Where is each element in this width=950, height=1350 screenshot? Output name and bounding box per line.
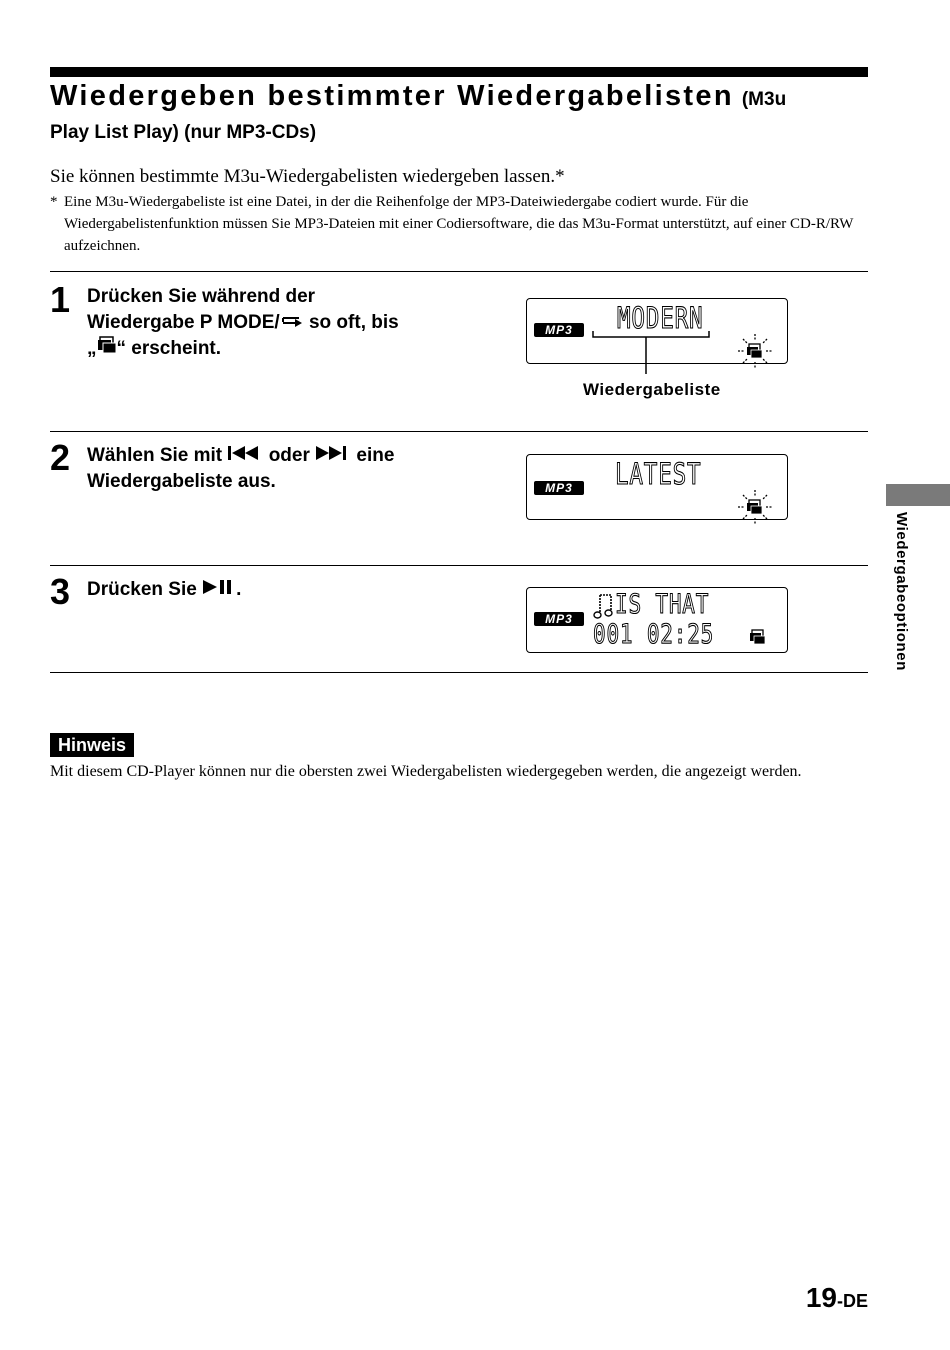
- step-instruction: [87, 284, 467, 362]
- note-text: Mit diesem CD-Player können nur die obersten zwei Wiedergabelisten wiedergegeben werden, die angezeigt werden.: [50, 763, 802, 780]
- lcd-display: [526, 454, 788, 520]
- section-tab: [886, 484, 950, 506]
- mp3-badge: MP3: [534, 612, 584, 626]
- intro-text: Sie können bestimmte M3u-Wiedergabelisten wiedergeben lassen.*: [50, 166, 565, 187]
- divider: [50, 672, 868, 673]
- lcd-text: 001 02:25: [593, 619, 715, 650]
- step-number: 3: [50, 571, 71, 612]
- lcd-display: [526, 298, 788, 364]
- mp3-badge: MP3: [534, 323, 584, 337]
- divider: [50, 431, 868, 432]
- step-line: Wiedergabe P MODE/ so oft, bis: [87, 310, 467, 336]
- step-line: „ “ erscheint.: [87, 336, 467, 362]
- next-track-icon: [315, 443, 351, 469]
- display-caption: Wiedergabeliste: [583, 380, 721, 399]
- footnote-mark: *: [50, 194, 58, 210]
- step-number: 1: [50, 279, 71, 320]
- step-line: Wiedergabeliste aus.: [87, 471, 276, 493]
- playlist-icon: [737, 333, 773, 374]
- divider: [50, 271, 868, 272]
- section-label: Wiedergabeoptionen: [893, 512, 910, 672]
- lcd-display: [526, 587, 788, 653]
- play-pause-icon: [202, 577, 236, 603]
- footnote: [50, 191, 865, 257]
- caption-bracket: [591, 329, 711, 379]
- step-instruction: [87, 443, 467, 495]
- page-title-main: Wiedergeben bestimmter Wiedergabelisten: [50, 80, 734, 112]
- page-title: [50, 80, 786, 113]
- divider: [50, 565, 868, 566]
- step-instruction: [87, 577, 467, 603]
- repeat-icon: [280, 310, 304, 336]
- note-label: Hinweis: [50, 733, 134, 757]
- step-line: Drücken Sie während der: [87, 286, 316, 307]
- lcd-text: LATEST: [615, 457, 702, 491]
- mp3-badge: MP3: [534, 481, 584, 495]
- page-subtitle: Play List Play) (nur MP3-CDs): [50, 122, 317, 143]
- previous-track-icon: [227, 443, 263, 469]
- step-line: Drücken Sie .: [87, 577, 467, 603]
- playlist-icon: [97, 336, 117, 362]
- lcd-text: MODERN: [617, 301, 704, 335]
- step-line: Wählen Sie mit oder eine: [87, 443, 467, 469]
- playlist-icon: [737, 489, 773, 530]
- page-title-sub: (M3u: [741, 89, 787, 110]
- page-number: 19-DE: [805, 1282, 868, 1313]
- step-number: 2: [50, 437, 71, 478]
- lcd-text: IS THAT: [615, 589, 710, 620]
- playlist-icon: [749, 629, 767, 650]
- footnote-text: Eine M3u-Wiedergabeliste ist eine Datei, in der die Reihenfolge der MP3-Dateiwiedergabe codiert wurde. Für die Wiedergabelistenfunktion müssen Sie MP3-Dateien mit einer Codiersoftware, die das M3u-Format unterstützt, auf einer CD-R/RW aufzeichnen.: [64, 194, 854, 254]
- header-rule: [50, 67, 868, 77]
